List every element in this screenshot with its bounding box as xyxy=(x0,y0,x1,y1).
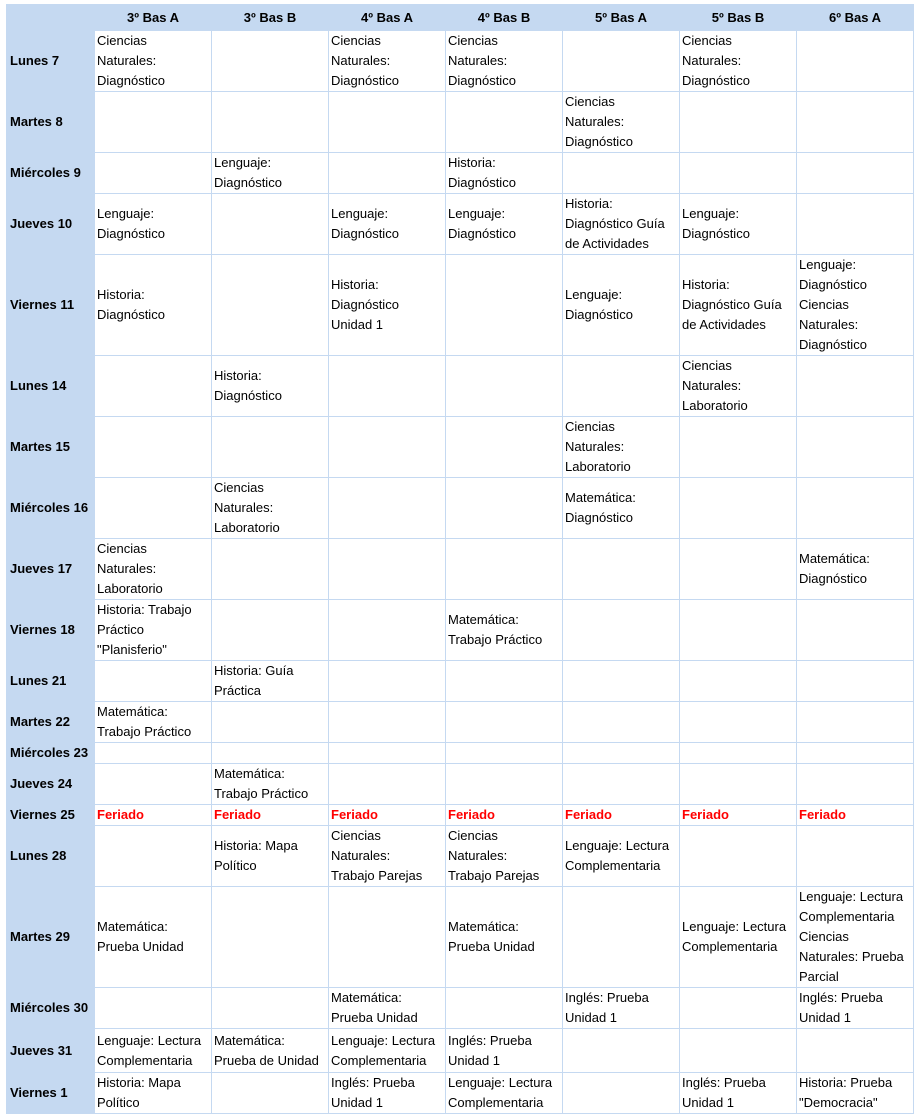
schedule-cell xyxy=(563,743,680,764)
schedule-cell xyxy=(797,600,914,661)
schedule-cell xyxy=(680,743,797,764)
schedule-cell xyxy=(563,764,680,805)
schedule-cell: Ciencias Naturales: Diagnóstico xyxy=(329,31,446,92)
schedule-cell xyxy=(212,92,329,153)
day-label: Martes 29 xyxy=(7,887,95,988)
schedule-cell: Lenguaje: Diagnóstico xyxy=(680,194,797,255)
day-label: Martes 8 xyxy=(7,92,95,153)
schedule-cell xyxy=(446,417,563,478)
day-label: Martes 15 xyxy=(7,417,95,478)
schedule-cell: Historia: Prueba "Democracia" xyxy=(797,1073,914,1114)
table-row xyxy=(7,1073,914,1114)
schedule-cell xyxy=(95,988,212,1029)
header-row xyxy=(7,5,914,31)
schedule-cell xyxy=(329,356,446,417)
column-header: 4º Bas A xyxy=(329,5,446,31)
schedule-cell xyxy=(446,92,563,153)
schedule-cell: Lenguaje: Lectura Complementaria xyxy=(446,1073,563,1114)
schedule-cell xyxy=(95,92,212,153)
schedule-cell xyxy=(212,194,329,255)
schedule-cell: Matemática: Diagnóstico xyxy=(563,478,680,539)
holiday-cell: Feriado xyxy=(329,805,446,826)
schedule-cell xyxy=(329,92,446,153)
schedule-cell: Matemática: Prueba Unidad xyxy=(95,887,212,988)
schedule-cell xyxy=(563,702,680,743)
table-row xyxy=(7,255,914,356)
schedule-cell xyxy=(680,417,797,478)
schedule-cell: Ciencias Naturales: Diagnóstico xyxy=(446,31,563,92)
schedule-cell: Ciencias Naturales: Trabajo Parejas xyxy=(329,826,446,887)
schedule-cell xyxy=(212,31,329,92)
schedule-cell xyxy=(95,764,212,805)
schedule-cell xyxy=(329,743,446,764)
schedule-cell xyxy=(680,1029,797,1073)
table-row xyxy=(7,31,914,92)
day-label: Viernes 18 xyxy=(7,600,95,661)
day-label: Lunes 14 xyxy=(7,356,95,417)
table-row xyxy=(7,478,914,539)
holiday-cell: Feriado xyxy=(563,805,680,826)
schedule-cell xyxy=(446,539,563,600)
schedule-cell xyxy=(680,764,797,805)
column-header: 4º Bas B xyxy=(446,5,563,31)
schedule-cell xyxy=(797,702,914,743)
schedule-cell: Matemática: Prueba Unidad xyxy=(446,887,563,988)
schedule-cell: Historia: Mapa Político xyxy=(95,1073,212,1114)
schedule-cell xyxy=(797,826,914,887)
schedule-cell xyxy=(797,743,914,764)
table-row xyxy=(7,764,914,805)
day-label: Viernes 11 xyxy=(7,255,95,356)
table-row xyxy=(7,988,914,1029)
schedule-cell: Lenguaje: Diagnóstico xyxy=(212,153,329,194)
schedule-cell xyxy=(797,661,914,702)
schedule-cell xyxy=(563,600,680,661)
schedule-cell: Historia: Diagnóstico xyxy=(212,356,329,417)
schedule-cell: Ciencias Naturales: Diagnóstico xyxy=(95,31,212,92)
schedule-cell xyxy=(446,764,563,805)
schedule-cell xyxy=(329,417,446,478)
schedule-cell xyxy=(329,887,446,988)
schedule-cell xyxy=(446,988,563,1029)
schedule-cell xyxy=(329,764,446,805)
schedule-cell xyxy=(563,1073,680,1114)
schedule-cell: Inglés: Prueba Unidad 1 xyxy=(329,1073,446,1114)
schedule-cell xyxy=(797,478,914,539)
schedule-cell: Inglés: Prueba Unidad 1 xyxy=(563,988,680,1029)
schedule-cell xyxy=(563,539,680,600)
table-row xyxy=(7,600,914,661)
schedule-cell: Lenguaje: Lectura Complementaria Ciencias Naturales: Prueba Parcial xyxy=(797,887,914,988)
holiday-cell: Feriado xyxy=(446,805,563,826)
holiday-cell: Feriado xyxy=(95,805,212,826)
corner-cell xyxy=(7,5,95,31)
table-row xyxy=(7,661,914,702)
schedule-cell xyxy=(95,743,212,764)
schedule-cell xyxy=(446,356,563,417)
day-label: Jueves 17 xyxy=(7,539,95,600)
schedule-cell xyxy=(680,826,797,887)
schedule-cell: Historia: Diagnóstico Guía de Actividades xyxy=(563,194,680,255)
schedule-cell xyxy=(446,661,563,702)
schedule-cell xyxy=(797,153,914,194)
schedule-cell: Historia: Trabajo Práctico "Planisferio" xyxy=(95,600,212,661)
table-row xyxy=(7,805,914,826)
schedule-cell: Lenguaje: Diagnóstico xyxy=(563,255,680,356)
schedule-cell: Lenguaje: Diagnóstico xyxy=(329,194,446,255)
schedule-cell xyxy=(212,600,329,661)
column-header: 3º Bas A xyxy=(95,5,212,31)
schedule-cell xyxy=(212,539,329,600)
schedule-cell xyxy=(797,194,914,255)
schedule-cell xyxy=(563,356,680,417)
schedule-cell: Lenguaje: Diagnóstico xyxy=(95,194,212,255)
table-row xyxy=(7,92,914,153)
schedule-cell xyxy=(212,988,329,1029)
schedule-cell: Ciencias Naturales: Laboratorio xyxy=(563,417,680,478)
schedule-cell xyxy=(446,743,563,764)
column-header: 6º Bas A xyxy=(797,5,914,31)
table-row xyxy=(7,539,914,600)
schedule-cell xyxy=(329,702,446,743)
table-row xyxy=(7,417,914,478)
column-header: 5º Bas A xyxy=(563,5,680,31)
schedule-cell xyxy=(563,153,680,194)
schedule-cell xyxy=(446,255,563,356)
holiday-cell: Feriado xyxy=(212,805,329,826)
schedule-cell xyxy=(563,661,680,702)
schedule-cell xyxy=(797,764,914,805)
day-label: Jueves 10 xyxy=(7,194,95,255)
schedule-cell xyxy=(212,887,329,988)
schedule-cell xyxy=(680,539,797,600)
schedule-cell: Historia: Diagnóstico xyxy=(95,255,212,356)
schedule-cell xyxy=(680,600,797,661)
schedule-cell xyxy=(680,661,797,702)
day-label: Jueves 31 xyxy=(7,1029,95,1073)
schedule-cell xyxy=(95,826,212,887)
schedule-cell: Historia: Guía Práctica xyxy=(212,661,329,702)
column-header: 5º Bas B xyxy=(680,5,797,31)
table-row xyxy=(7,356,914,417)
schedule-cell: Inglés: Prueba Unidad 1 xyxy=(680,1073,797,1114)
schedule-cell xyxy=(563,1029,680,1073)
table-row xyxy=(7,887,914,988)
schedule-cell: Matemática: Trabajo Práctico xyxy=(95,702,212,743)
day-label: Lunes 7 xyxy=(7,31,95,92)
schedule-cell: Historia: Diagnóstico Unidad 1 xyxy=(329,255,446,356)
schedule-cell xyxy=(563,31,680,92)
day-label: Miércoles 16 xyxy=(7,478,95,539)
schedule-cell xyxy=(212,417,329,478)
table-row xyxy=(7,702,914,743)
schedule-cell xyxy=(329,600,446,661)
schedule-cell xyxy=(797,31,914,92)
schedule-cell: Lenguaje: Lectura Complementaria xyxy=(563,826,680,887)
schedule-cell: Inglés: Prueba Unidad 1 xyxy=(797,988,914,1029)
table-row xyxy=(7,743,914,764)
schedule-cell xyxy=(95,478,212,539)
schedule-cell xyxy=(797,92,914,153)
schedule-cell xyxy=(446,702,563,743)
schedule-cell xyxy=(329,478,446,539)
schedule-cell xyxy=(95,417,212,478)
schedule-cell xyxy=(329,539,446,600)
schedule-cell xyxy=(95,356,212,417)
schedule-cell xyxy=(680,92,797,153)
table-row xyxy=(7,826,914,887)
day-label: Miércoles 30 xyxy=(7,988,95,1029)
column-header: 3º Bas B xyxy=(212,5,329,31)
schedule-cell: Matemática: Trabajo Práctico xyxy=(446,600,563,661)
day-label: Miércoles 23 xyxy=(7,743,95,764)
holiday-cell: Feriado xyxy=(797,805,914,826)
schedule-cell xyxy=(797,356,914,417)
schedule-cell xyxy=(95,661,212,702)
schedule-cell: Inglés: Prueba Unidad 1 xyxy=(446,1029,563,1073)
table-row xyxy=(7,194,914,255)
day-label: Viernes 25 xyxy=(7,805,95,826)
schedule-cell xyxy=(95,153,212,194)
schedule-cell xyxy=(329,661,446,702)
schedule-cell xyxy=(212,702,329,743)
schedule-cell: Historia: Diagnóstico Guía de Actividades xyxy=(680,255,797,356)
schedule-cell xyxy=(797,417,914,478)
schedule-cell xyxy=(797,1029,914,1073)
schedule-cell xyxy=(329,153,446,194)
day-label: Miércoles 9 xyxy=(7,153,95,194)
schedule-cell: Lenguaje: Lectura Complementaria xyxy=(329,1029,446,1073)
schedule-cell: Lenguaje: Diagnóstico xyxy=(446,194,563,255)
schedule-cell xyxy=(680,153,797,194)
schedule-cell: Ciencias Naturales: Laboratorio xyxy=(680,356,797,417)
holiday-cell: Feriado xyxy=(680,805,797,826)
day-label: Lunes 28 xyxy=(7,826,95,887)
schedule-cell: Lenguaje: Diagnóstico Ciencias Naturales: Diagnóstico xyxy=(797,255,914,356)
schedule-cell: Ciencias Naturales: Laboratorio xyxy=(212,478,329,539)
schedule-cell: Matemática: Trabajo Práctico xyxy=(212,764,329,805)
schedule-cell: Lenguaje: Lectura Complementaria xyxy=(95,1029,212,1073)
schedule-cell xyxy=(680,988,797,1029)
schedule-cell xyxy=(212,255,329,356)
schedule-cell: Matemática: Prueba de Unidad xyxy=(212,1029,329,1073)
schedule-cell: Ciencias Naturales: Diagnóstico xyxy=(680,31,797,92)
schedule-cell: Matemática: Prueba Unidad xyxy=(329,988,446,1029)
table-row xyxy=(7,153,914,194)
day-label: Martes 22 xyxy=(7,702,95,743)
schedule-cell: Lenguaje: Lectura Complementaria xyxy=(680,887,797,988)
table-row xyxy=(7,1029,914,1073)
schedule-cell xyxy=(563,887,680,988)
schedule-cell: Matemática: Diagnóstico xyxy=(797,539,914,600)
schedule-cell: Ciencias Naturales: Trabajo Parejas xyxy=(446,826,563,887)
schedule-table xyxy=(6,4,914,1114)
schedule-cell: Historia: Diagnóstico xyxy=(446,153,563,194)
day-label: Jueves 24 xyxy=(7,764,95,805)
schedule-cell xyxy=(680,702,797,743)
schedule-cell: Ciencias Naturales: Laboratorio xyxy=(95,539,212,600)
schedule-cell xyxy=(446,478,563,539)
schedule-cell: Ciencias Naturales: Diagnóstico xyxy=(563,92,680,153)
schedule-cell xyxy=(212,1073,329,1114)
day-label: Lunes 21 xyxy=(7,661,95,702)
day-label: Viernes 1 xyxy=(7,1073,95,1114)
schedule-cell xyxy=(680,478,797,539)
schedule-cell xyxy=(212,743,329,764)
schedule-cell: Historia: Mapa Político xyxy=(212,826,329,887)
